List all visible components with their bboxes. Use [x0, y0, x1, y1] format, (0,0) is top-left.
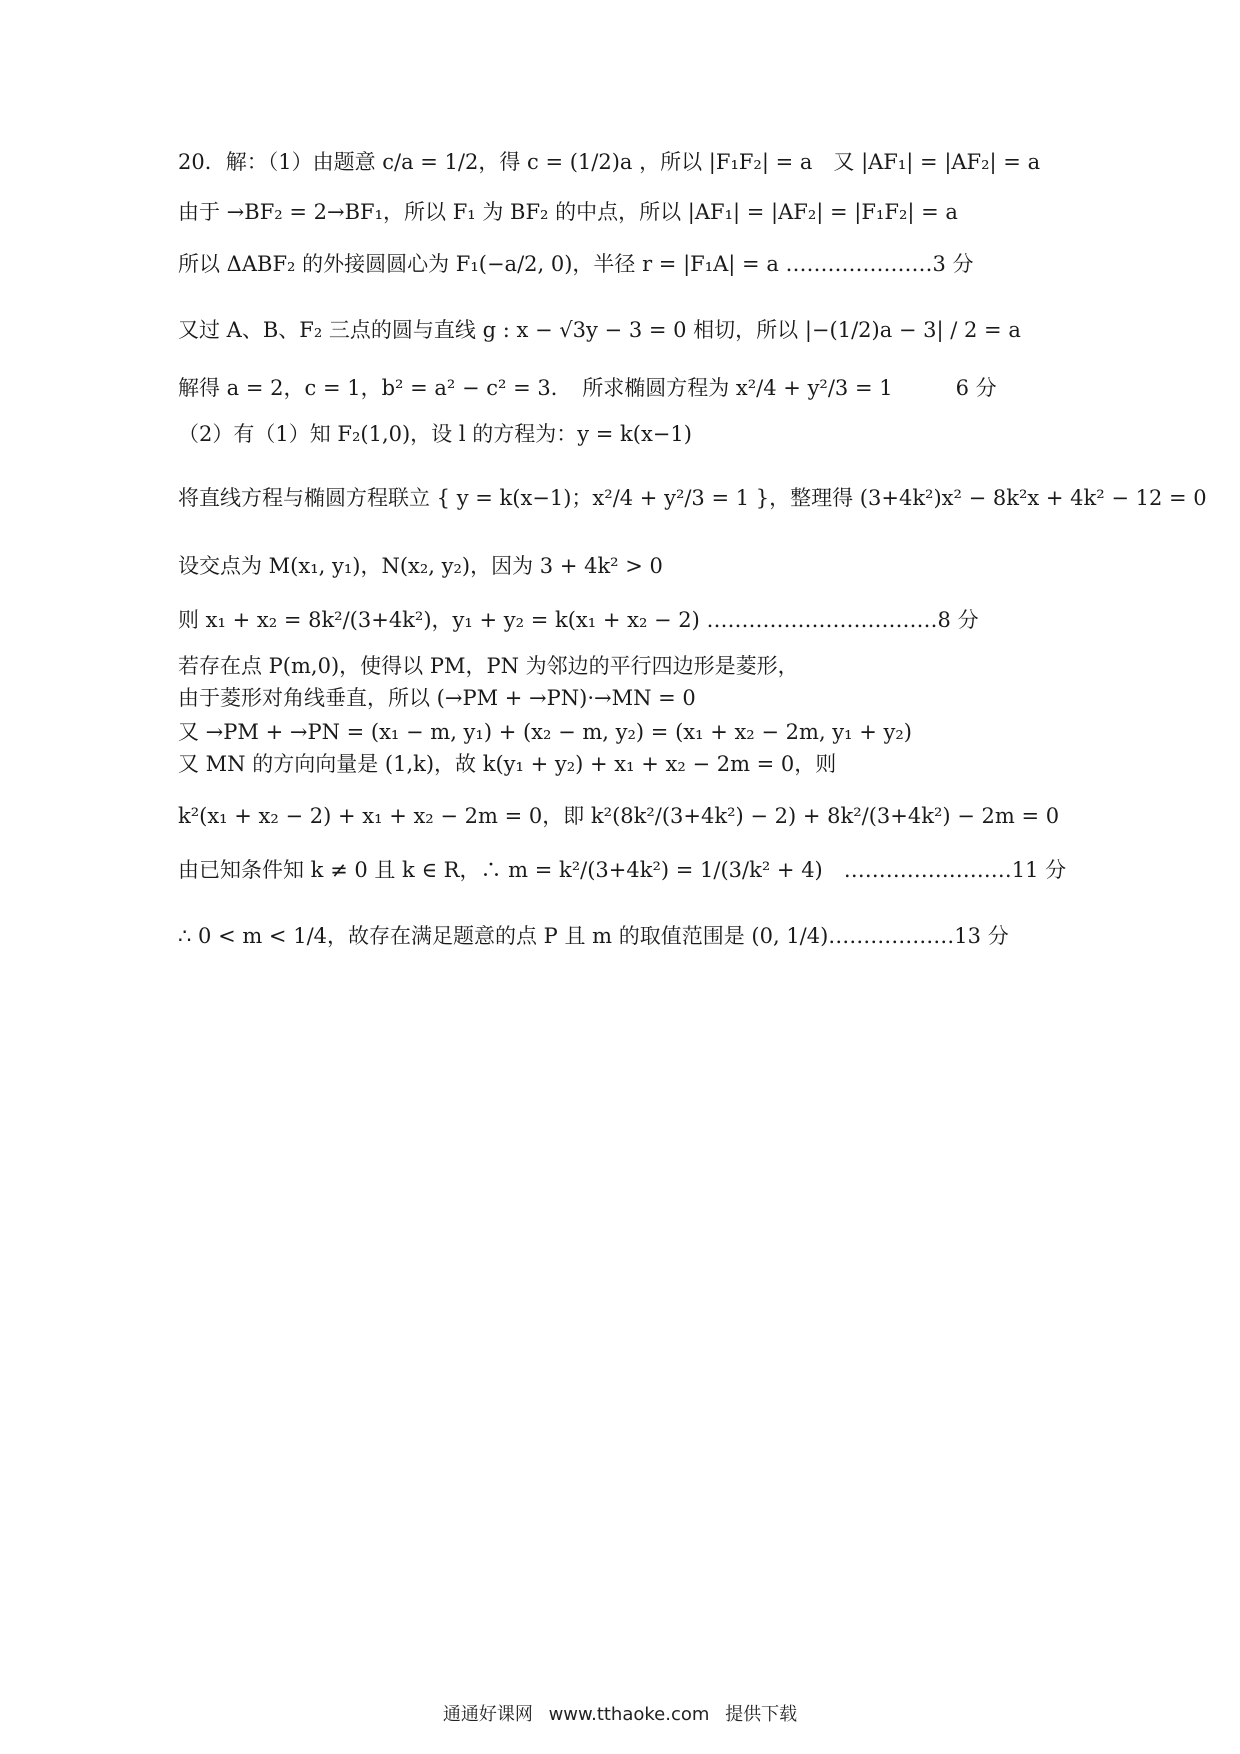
solution-line-16: ∴ 0 < m < 1/4，故存在满足题意的点 P 且 m 的取值范围是 (0, 1/4)………………13 分 — [178, 924, 1009, 948]
solution-line-6: （2）有（1）知 F₂(1,0)，设 l 的方程为：y = k(x−1) — [178, 422, 692, 446]
footer-suffix: 提供下载 — [725, 1704, 798, 1725]
solution-line-12: 又 →PM + →PN = (x₁ − m, y₁) + (x₂ − m, y₂) = (x₁ + x₂ − 2m, y₁ + y₂) — [178, 720, 913, 744]
solution-line-3: 所以 ΔABF₂ 的外接圆圆心为 F₁(−a/2, 0)，半径 r = |F₁A| = a …………………3 分 — [178, 252, 974, 276]
solution-line-15: 由已知条件知 k ≠ 0 且 k ∈ R，∴ m = k²/(3+4k²) = 1/(3/k² + 4) ……………………11 分 — [178, 858, 1067, 882]
solution-line-7: 将直线方程与椭圆方程联立 { y = k(x−1)；x²/4 + y²/3 = 1 }，整理得 (3+4k²)x² − 8k²x + 4k² − 12 = 0 — [178, 486, 1207, 510]
solution-line-2: 由于 →BF₂ = 2→BF₁，所以 F₁ 为 BF₂ 的中点，所以 |AF₁| = |AF₂| = |F₁F₂| = a — [178, 200, 958, 224]
solution-line-8: 设交点为 M(x₁, y₁)，N(x₂, y₂)，因为 3 + 4k² > 0 — [178, 554, 663, 578]
solution-line-9: 则 x₁ + x₂ = 8k²/(3+4k²)，y₁ + y₂ = k(x₁ + x₂ − 2) ……………………………8 分 — [178, 608, 979, 632]
solution-line-5: 解得 a = 2，c = 1，b² = a² − c² = 3． 所求椭圆方程为 x²/4 + y²/3 = 1 6 分 — [178, 376, 997, 400]
footer — [0, 1700, 1240, 1726]
solution-line-11: 由于菱形对角线垂直，所以 (→PM + →PN)·→MN = 0 — [178, 686, 696, 710]
solution-line-1: 20．解：（1）由题意 c/a = 1/2，得 c = (1/2)a ，所以 |F₁F₂| = a 又 |AF₁| = |AF₂| = a — [178, 150, 1041, 174]
footer-url[interactable]: www.tthaoke.com — [548, 1704, 710, 1725]
solution-line-13: 又 MN 的方向向量是 (1,k)，故 k(y₁ + y₂) + x₁ + x₂ − 2m = 0，则 — [178, 752, 837, 776]
solution-line-14: k²(x₁ + x₂ − 2) + x₁ + x₂ − 2m = 0，即 k²(8k²/(3+4k²) − 2) + 8k²/(3+4k²) − 2m = 0 — [178, 804, 1060, 828]
solution-line-4: 又过 A、B、F₂ 三点的圆与直线 g : x − √3y − 3 = 0 相切，所以 |−(1/2)a − 3| / 2 = a — [178, 318, 1021, 342]
solution-line-10: 若存在点 P(m,0)，使得以 PM，PN 为邻边的平行四边形是菱形， — [178, 654, 799, 678]
footer-site-name: 通通好课网 — [442, 1704, 533, 1725]
